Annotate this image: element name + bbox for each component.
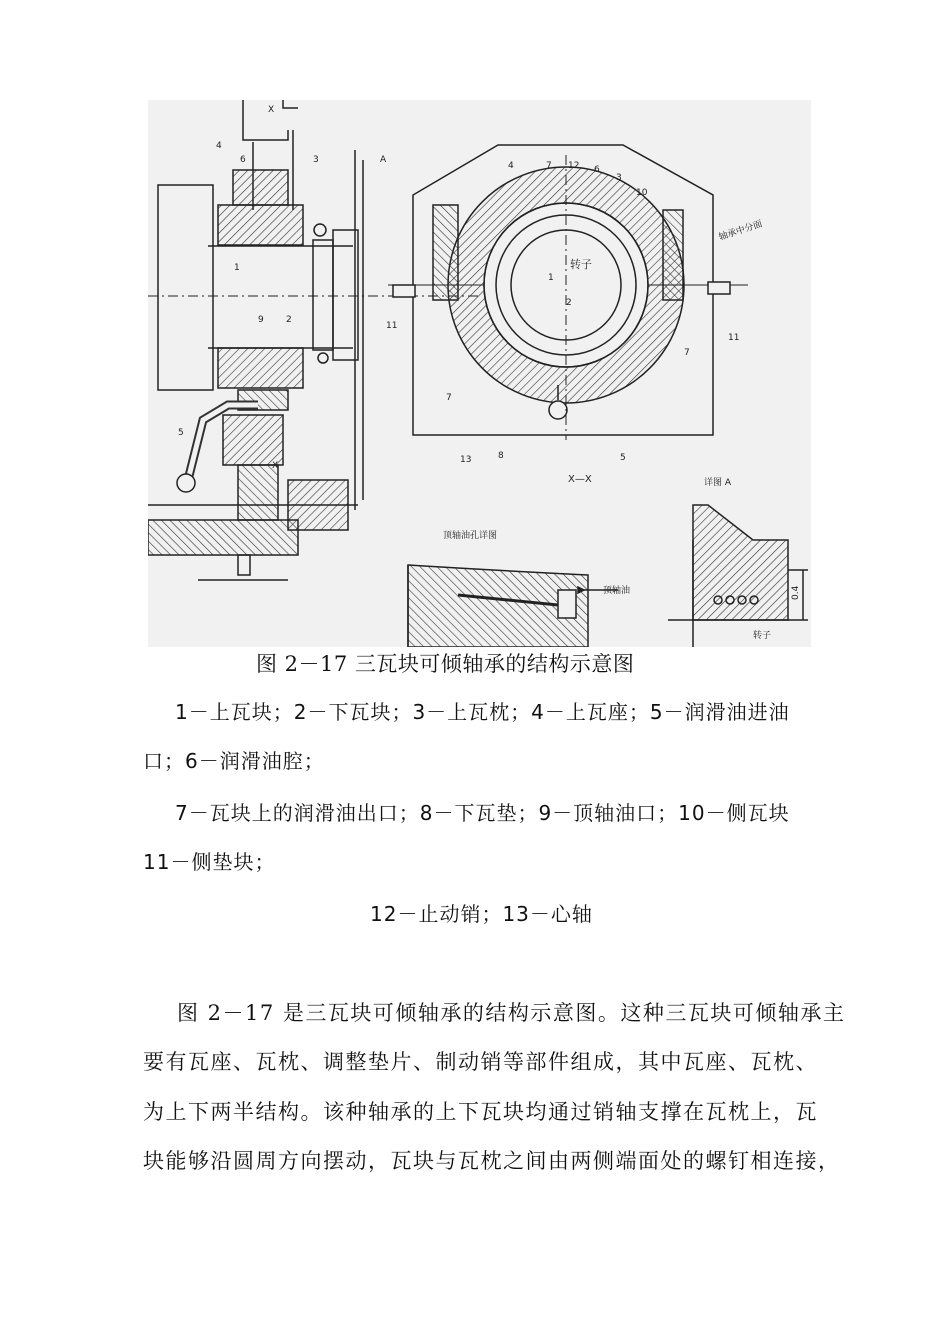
label-r5: 5	[620, 453, 626, 463]
label-x-top: X	[268, 105, 275, 115]
detail-a	[668, 505, 808, 647]
label-r4: 4	[508, 161, 514, 171]
detail-dim: 0.4	[791, 585, 801, 600]
oil-hole-label: 顶轴油孔详图	[443, 531, 498, 541]
label-r7-left: 7	[446, 393, 452, 403]
legend-line-4: 11－侧垫块；	[143, 850, 276, 874]
label-x-bottom: X	[272, 461, 279, 471]
label-r2: 2	[566, 298, 572, 308]
label-r12: 12	[568, 161, 580, 171]
label-2: 2	[286, 315, 292, 325]
label-r3: 3	[616, 173, 622, 183]
legend-line-3: 7－瓦块上的润滑油出口；8－下瓦垫；9－顶轴油口；10－侧瓦块	[175, 801, 790, 825]
body-line-2: 要有瓦座、瓦枕、调整垫片、制动销等部件组成，其中瓦座、瓦枕、	[143, 1050, 818, 1074]
label-9: 9	[258, 315, 264, 325]
label-r10: 10	[636, 188, 648, 198]
label-a: A	[380, 155, 387, 165]
label-r13: 13	[460, 455, 472, 465]
right-view	[388, 145, 748, 440]
label-4: 4	[216, 141, 222, 151]
label-5: 5	[178, 428, 184, 438]
body-line-4: 块能够沿圆周方向摆动，瓦块与瓦枕之间由两侧端面处的螺钉相连接，	[143, 1149, 841, 1173]
label-r6: 6	[594, 165, 600, 175]
jacking-oil-label: 顶轴油	[603, 586, 631, 596]
legend-line-5: 12－止动销；13－心轴	[370, 902, 593, 926]
rotor-label: 转子	[570, 258, 592, 271]
split-plane-label: 轴承中分面	[717, 219, 764, 243]
label-r11-right: 11	[728, 333, 740, 343]
legend-line-1: 1－上瓦块；2－下瓦块；3－上瓦枕；4－上瓦座；5－润滑油进油	[175, 700, 790, 724]
label-r8: 8	[498, 451, 504, 461]
detail-a-label: 详图 A	[704, 478, 732, 488]
label-r7: 7	[546, 161, 552, 171]
body-line-3: 为上下两半结构。该种轴承的上下瓦块均通过销轴支撑在瓦枕上，瓦	[143, 1100, 818, 1124]
label-3: 3	[313, 155, 319, 165]
body-line-1: 图 2－17 是三瓦块可倾轴承的结构示意图。这种三瓦块可倾轴承主	[177, 1001, 846, 1025]
left-view	[148, 100, 478, 580]
label-6: 6	[240, 155, 246, 165]
bearing-figure	[148, 100, 811, 647]
oil-hole-detail	[408, 565, 618, 647]
legend-line-2: 口；6－润滑油腔；	[143, 749, 325, 773]
label-r1: 1	[548, 273, 554, 283]
section-label: X—X	[568, 474, 592, 485]
detail-rotor-label: 转子	[753, 631, 772, 641]
figure-caption: 图 2－17 三瓦块可倾轴承的结构示意图	[256, 652, 635, 676]
label-r7-right: 7	[684, 348, 690, 358]
label-1: 1	[234, 263, 240, 273]
label-r11-left: 11	[386, 321, 398, 331]
bearing-drawing	[148, 100, 811, 647]
